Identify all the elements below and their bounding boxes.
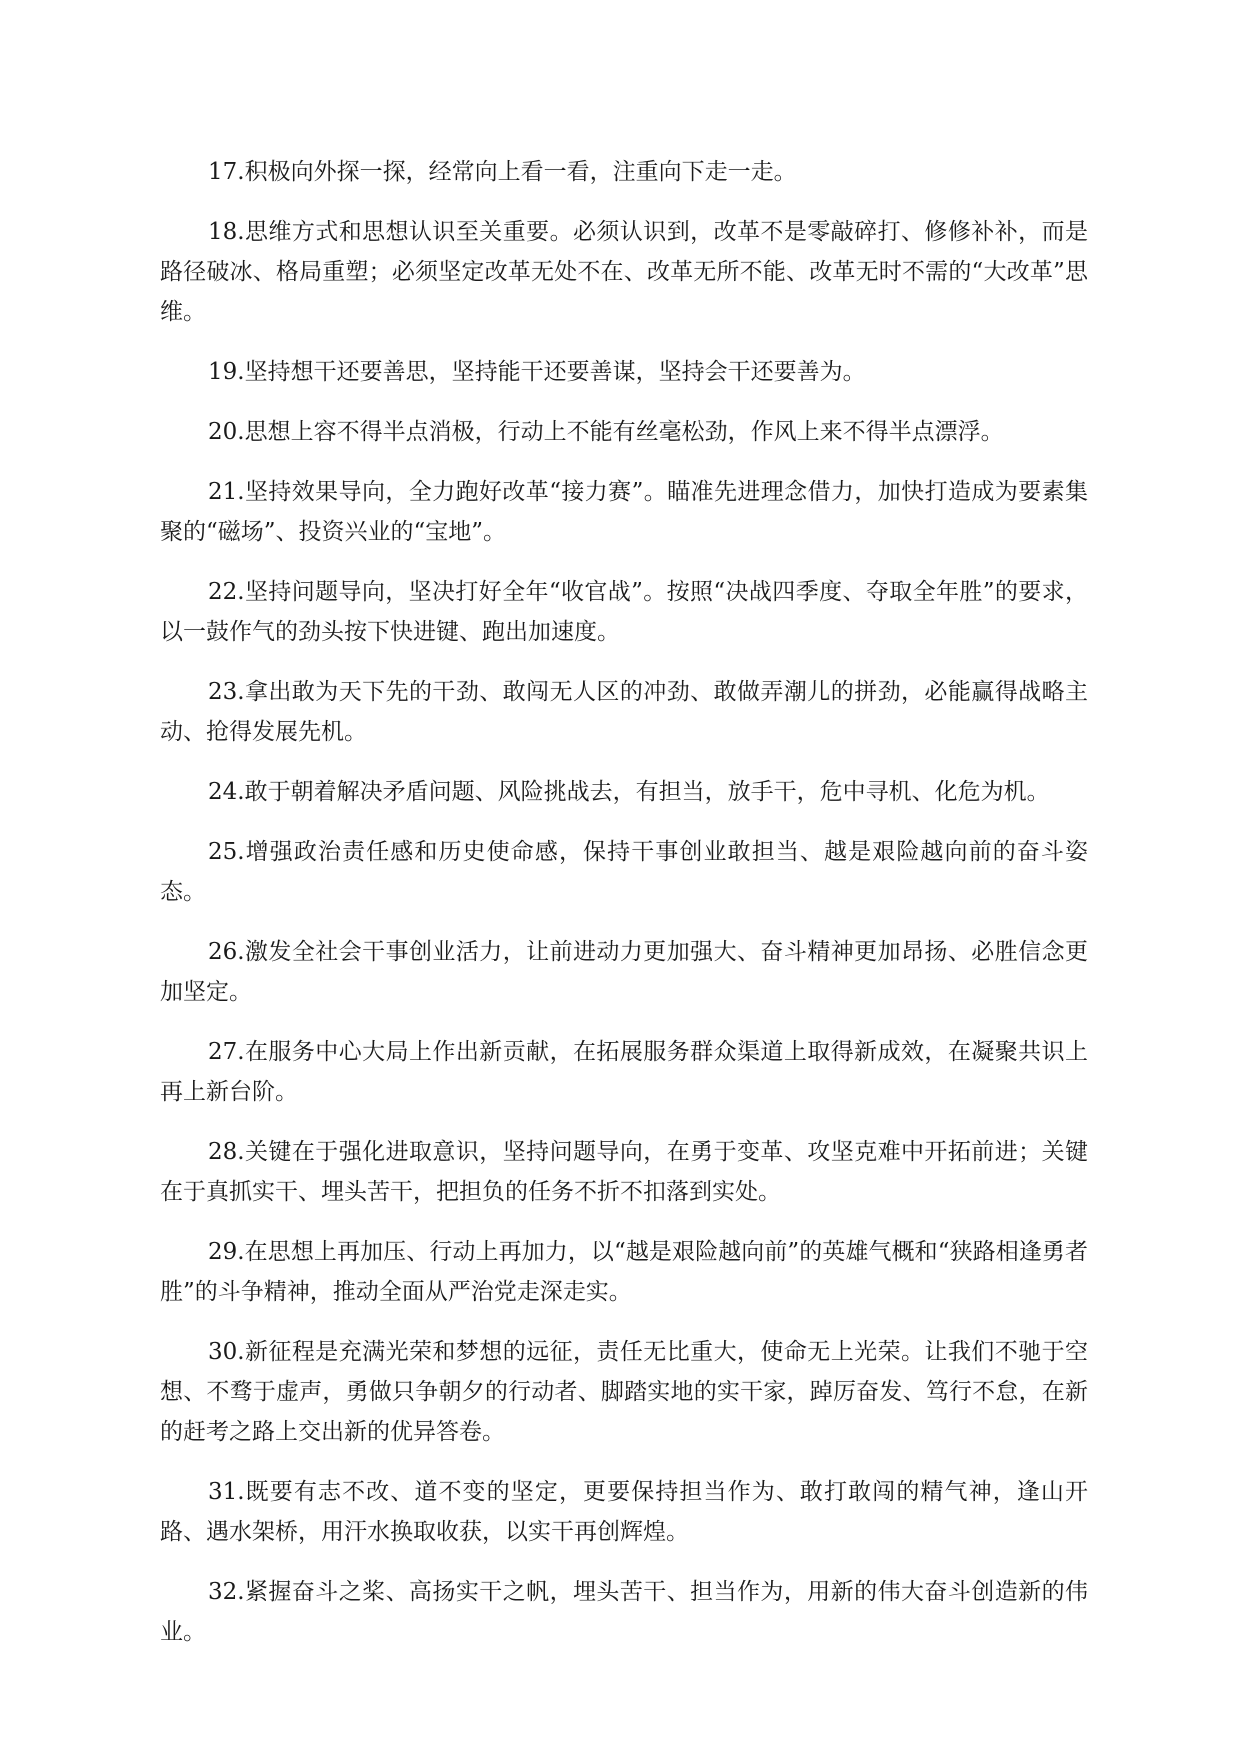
paragraph-22: 22.坚持问题导向，坚决打好全年“收官战”。按照“决战四季度、夺取全年胜”的要求，以一鼓作气的劲头按下快进键、跑出加速度。 [160,579,1088,645]
paragraph-31: 31.既要有志不改、道不变的坚定，更要保持担当作为、敢打敢闯的精气神，逢山开路、遇水架桥，用汗水换取收获，以实干再创辉煌。 [160,1479,1088,1545]
paragraph-23: 23.拿出敢为天下先的干劲、敢闯无人区的冲劲、敢做弄潮儿的拼劲，必能赢得战略主动、抢得发展先机。 [160,679,1088,745]
paragraph-30: 30.新征程是充满光荣和梦想的远征，责任无比重大，使命无上光荣。让我们不驰于空想、不骛于虚声，勇做只争朝夕的行动者、脚踏实地的实干家，踔厉奋发、笃行不怠，在新的赶考之路上交出新的优异答卷。 [160,1339,1088,1445]
paragraph-21: 21.坚持效果导向，全力跑好改革“接力赛”。瞄准先进理念借力，加快打造成为要素集聚的“磁场”、投资兴业的“宝地”。 [160,479,1088,545]
paragraph-27: 27.在服务中心大局上作出新贡献，在拓展服务群众渠道上取得新成效，在凝聚共识上再上新台阶。 [160,1039,1088,1105]
paragraph-29: 29.在思想上再加压、行动上再加力，以“越是艰险越向前”的英雄气概和“狭路相逢勇者胜”的斗争精神，推动全面从严治党走深走实。 [160,1239,1088,1305]
paragraph-19: 19.坚持想干还要善思，坚持能干还要善谋，坚持会干还要善为。 [208,359,866,385]
paragraph-25: 25.增强政治责任感和历史使命感，保持干事创业敢担当、越是艰险越向前的奋斗姿态。 [160,839,1088,905]
paragraph-24: 24.敢于朝着解决矛盾问题、风险挑战去，有担当，放手干，危中寻机、化危为机。 [208,779,1050,805]
paragraph-17: 17.积极向外探一探，经常向上看一看，注重向下走一走。 [208,159,797,185]
paragraph-18: 18.思维方式和思想认识至关重要。必须认识到，改革不是零敲碎打、修修补补，而是路径破冰、格局重塑；必须坚定改革无处不在、改革无所不能、改革无时不需的“大改革”思维。 [160,219,1088,325]
paragraph-26: 26.激发全社会干事创业活力，让前进动力更加强大、奋斗精神更加昂扬、必胜信念更加坚定。 [160,939,1088,1005]
paragraph-28: 28.关键在于强化进取意识，坚持问题导向，在勇于变革、攻坚克难中开拓前进；关键在于真抓实干、埋头苦干，把担负的任务不折不扣落到实处。 [160,1139,1088,1205]
document-page [160,152,1088,1672]
paragraph-32: 32.紧握奋斗之桨、高扬实干之帆，埋头苦干、担当作为，用新的伟大奋斗创造新的伟业。 [160,1579,1088,1645]
paragraph-20: 20.思想上容不得半点消极，行动上不能有丝毫松劲，作风上来不得半点漂浮。 [208,419,1004,445]
